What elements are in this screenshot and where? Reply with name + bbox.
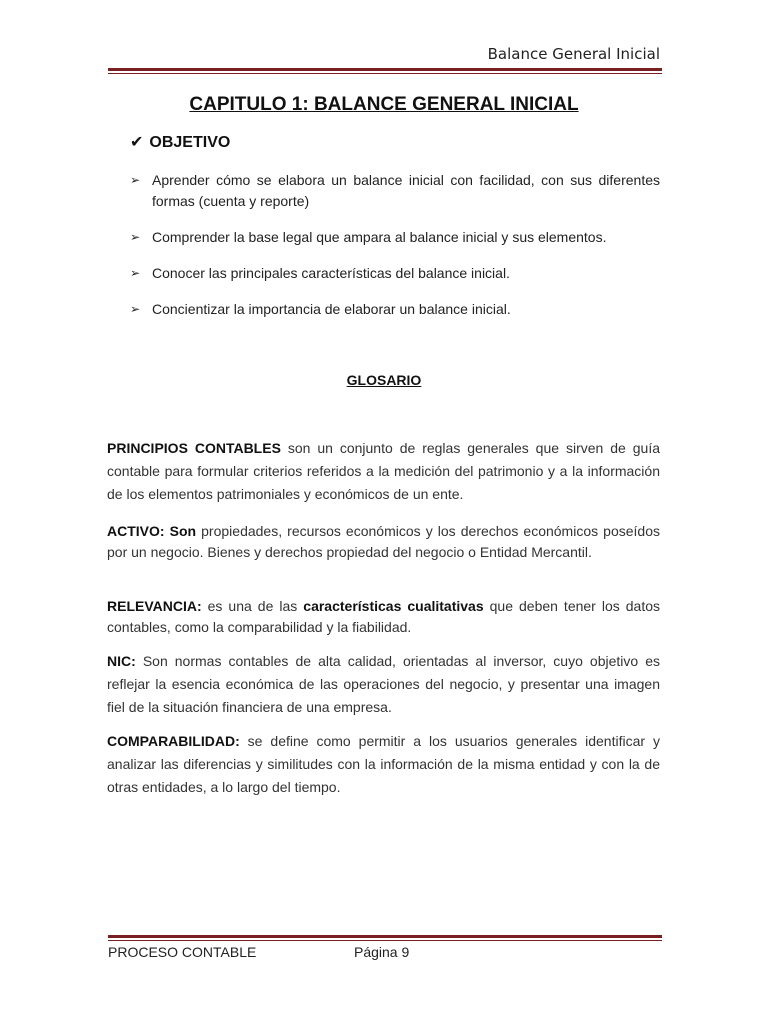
page-number: Página 9	[354, 944, 410, 960]
list-item: ➢ Aprender cómo se elabora un balance inicial con facilidad, con sus diferentes formas (cuenta y reporte)	[130, 172, 660, 209]
arrow-bullet-icon: ➢	[130, 173, 141, 187]
header-title: Balance General Inicial	[487, 45, 660, 63]
list-item: ➢ Concientizar la importancia de elaborar un balance inicial.	[130, 299, 660, 320]
footer-left-text: PROCESO CONTABLE	[108, 944, 257, 960]
glossary-entry-comparabilidad: COMPARABILIDAD: se define como permitir a los usuarios generales identificar y analizar las diferencias y similitudes con la información de la misma entidad y con la de otras entidades, a lo largo del tiempo.	[107, 733, 660, 795]
glossary-entry-relevancia: RELEVANCIA: es una de las características cualitativas que deben tener los datos contables, como la comparabilidad y la fiabilidad.	[107, 598, 660, 635]
objective-list	[130, 170, 660, 335]
objective-label: OBJETIVO	[149, 134, 231, 151]
arrow-bullet-icon: ➢	[130, 302, 141, 316]
list-item: ➢ Comprender la base legal que ampara al balance inicial y sus elementos.	[130, 227, 660, 248]
glossary-entry-activo: ACTIVO: Son propiedades, recursos económicos y los derechos económicos poseídos por un negocio. Bienes y derechos propiedad del negocio o Entidad Mercantil.	[107, 523, 661, 560]
header-rule-thick	[108, 68, 662, 71]
objective-heading	[130, 132, 230, 152]
glossary-entry-principios: PRINCIPIOS CONTABLES son un conjunto de reglas generales que sirven de guía contable para formular criterios referidos a la medición del patrimonio y a la información de los elementos patrimoniales y económicos de un ente.	[107, 440, 660, 502]
glossary-title: GLOSARIO	[346, 372, 422, 388]
arrow-bullet-icon: ➢	[130, 266, 141, 280]
chapter-title: CAPITULO 1: BALANCE GENERAL INICIAL	[189, 94, 579, 115]
glossary-entry-nic: NIC: Son normas contables de alta calidad, orientadas al inversor, cuyo objetivo es reflejar la esencia económica de las operaciones del negocio, y presentar una imagen fiel de la situación financiera de una empresa.	[107, 653, 660, 715]
checkmark-icon: ✔	[130, 132, 144, 151]
list-item: ➢ Conocer las principales características del balance inicial.	[130, 263, 660, 284]
footer-rule-thin	[108, 940, 662, 941]
header-rule-thin	[108, 73, 662, 74]
footer-rule-thick	[108, 935, 662, 938]
arrow-bullet-icon: ➢	[130, 230, 141, 244]
